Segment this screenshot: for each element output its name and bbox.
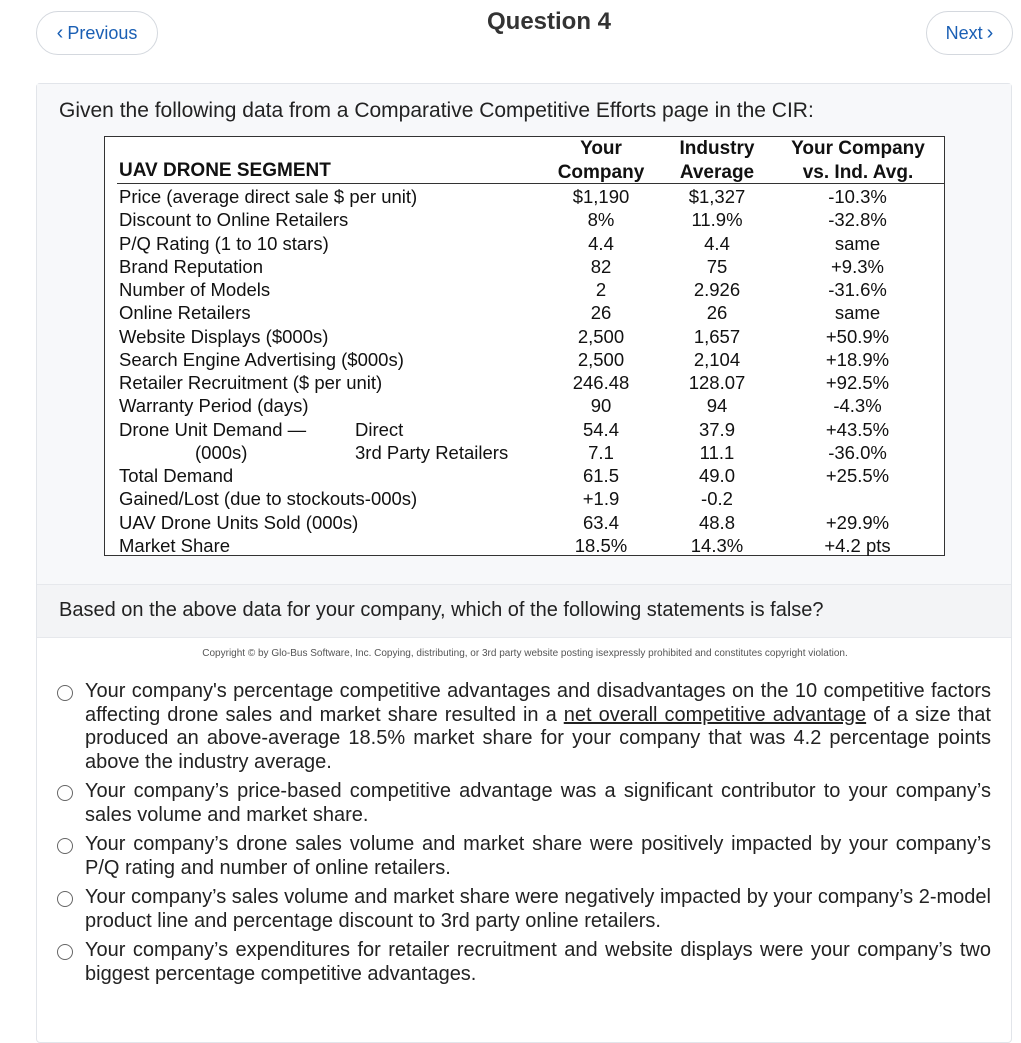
copyright-notice: Copyright © by Glo-Bus Software, Inc. Copying, distributing, or 3rd party website posting isexpressly prohibited and constitutes copyright violation. [202, 648, 848, 659]
table-row [105, 278, 944, 301]
row-label: Total Demand [119, 465, 234, 486]
row-label: Discount to Online Retailers [119, 209, 349, 231]
vs-industry-value: -32.8% [828, 209, 887, 231]
industry-average-value: 75 [706, 255, 728, 277]
table-row [105, 371, 944, 394]
industry-average-value: 11.9% [691, 209, 743, 231]
your-company-value: 61.5 [582, 465, 619, 486]
option-1-text: Your company's percentage competitive advantages and disadvantages on the 10 competitive factors affecting drone sales and market share resulted in a net overall competitive advantage of a size that produced an above-average 18.5% market share for your company that was 4.2 percentage points above the industry average. [85, 680, 991, 773]
industry-average-value: 128.07 [688, 372, 746, 393]
col-your-company-header: Your Company [557, 138, 645, 183]
vs-industry-value: same [834, 302, 881, 324]
industry-average-value: 37.9 [698, 418, 735, 440]
vs-industry-value: +18.9% [825, 348, 890, 370]
your-company-value: 4.4 [588, 232, 614, 254]
industry-average-value: -0.2 [701, 488, 733, 510]
table-row [105, 255, 944, 278]
next-button[interactable] [926, 11, 1013, 55]
vs-industry-value: +29.9% [825, 511, 890, 533]
header-divider [117, 183, 944, 184]
row-label: (000s) [195, 441, 248, 463]
vs-industry-value: +4.2 pts [824, 534, 891, 556]
col-vs-industry-header: Your Company vs. Ind. Avg. [791, 138, 925, 183]
your-company-value: 2,500 [577, 348, 625, 370]
row-label: Drone Unit Demand — [119, 418, 307, 440]
row-sublabel: Direct [355, 418, 404, 440]
industry-average-value: 26 [706, 302, 728, 324]
industry-average-value: 48.8 [698, 511, 735, 533]
answer-option-4[interactable] [57, 886, 997, 933]
radio-button[interactable] [57, 685, 73, 701]
your-company-value: +1.9 [582, 488, 620, 510]
industry-average-value: 4.4 [704, 232, 730, 254]
industry-average-value: 2.926 [693, 279, 741, 300]
table-row [105, 232, 944, 255]
option-2-text: Your company’s price-based competitive advantage was a significant contributor to your company’s sales volume and market share. [85, 780, 991, 826]
radio-button[interactable] [57, 891, 73, 907]
industry-average-value: $1,327 [688, 186, 746, 207]
vs-industry-value: +92.5% [825, 372, 890, 393]
industry-average-value: 1,657 [693, 325, 741, 347]
table-row [105, 208, 944, 231]
row-label: Retailer Recruitment ($ per unit) [119, 372, 383, 393]
industry-average-value: 49.0 [698, 465, 735, 486]
intro-text: Given the following data from a Comparative Competitive Efforts page in the CIR: [59, 99, 814, 122]
row-label: Brand Reputation [119, 255, 263, 277]
vs-industry-value: +50.9% [825, 325, 890, 347]
industry-average-value: 11.1 [699, 441, 735, 463]
vs-industry-value: -4.3% [833, 395, 882, 417]
question-band [37, 584, 1011, 638]
question-text: Based on the above data for your company, which of the following statements is false? [59, 599, 824, 621]
vs-industry-value: -10.3% [828, 186, 887, 207]
chevron-left-icon: ‹ [56, 22, 64, 44]
table-row [105, 185, 944, 208]
row-sublabel: 3rd Party Retailers [355, 441, 509, 463]
answer-option-2[interactable] [57, 780, 997, 827]
question-stem-panel [37, 84, 1011, 584]
your-company-value: 2 [595, 279, 607, 300]
answer-option-1[interactable] [57, 680, 997, 774]
row-label: Price (average direct sale $ per unit) [119, 186, 418, 207]
row-label: Number of Models [119, 279, 271, 300]
next-label: Next [945, 22, 983, 43]
your-company-value: 7.1 [588, 441, 614, 463]
vs-industry-value: -31.6% [828, 279, 887, 300]
row-label: Online Retailers [119, 302, 251, 324]
page-title: Question 4 [486, 8, 612, 35]
row-label: Gained/Lost (due to stockouts-000s) [119, 488, 418, 510]
col-industry-average-header: Industry Average [679, 138, 755, 183]
table-row [105, 348, 944, 371]
answer-option-5[interactable] [57, 939, 997, 986]
table-row [105, 511, 944, 534]
industry-average-value: 14.3% [690, 534, 744, 556]
your-company-value: 63.4 [582, 511, 619, 533]
vs-industry-value: same [834, 232, 881, 254]
your-company-value: 246.48 [572, 372, 630, 393]
vs-industry-value: -36.0% [828, 441, 887, 463]
table-row [105, 301, 944, 324]
answer-option-3[interactable] [57, 833, 997, 880]
vs-industry-value: +9.3% [831, 255, 884, 277]
row-label: Market Share [119, 534, 231, 556]
industry-average-value: 2,104 [693, 348, 741, 370]
your-company-value: 82 [590, 255, 612, 277]
cir-table [104, 136, 945, 556]
table-row [105, 394, 944, 417]
row-label: UAV Drone Units Sold (000s) [119, 511, 359, 533]
your-company-value: $1,190 [572, 186, 630, 207]
radio-button[interactable] [57, 944, 73, 960]
vs-industry-value: +25.5% [825, 465, 890, 486]
vs-industry-value: +43.5% [825, 418, 890, 440]
your-company-value: 2,500 [577, 325, 625, 347]
previous-label: Previous [67, 22, 138, 43]
your-company-value: 8% [587, 209, 615, 231]
table-row [105, 325, 944, 348]
your-company-value: 54.4 [582, 418, 619, 440]
table-row [105, 418, 944, 441]
question-card [36, 83, 1012, 1043]
row-label: P/Q Rating (1 to 10 stars) [119, 232, 329, 254]
radio-button[interactable] [57, 838, 73, 854]
chevron-right-icon: › [986, 22, 994, 44]
table-row [105, 534, 944, 557]
row-label: Warranty Period (days) [119, 395, 309, 417]
table-row [105, 487, 944, 510]
your-company-value: 18.5% [574, 534, 628, 556]
segment-header: UAV DRONE SEGMENT [119, 160, 331, 181]
row-label: Website Displays ($000s) [119, 325, 329, 347]
table-row [105, 441, 944, 464]
radio-button[interactable] [57, 785, 73, 801]
table-row [105, 464, 944, 487]
industry-average-value: 94 [706, 395, 728, 417]
option-4-text: Your company’s sales volume and market share were negatively impacted by your company’s 2-model product line and percentage discount to 3rd party online retailers. [85, 886, 991, 932]
option-5-text: Your company’s expenditures for retailer recruitment and website displays were your company’s two biggest percentage competitive advantages. [85, 939, 991, 985]
option-3-text: Your company’s drone sales volume and market share were positively impacted by your company’s P/Q rating and number of online retailers. [85, 833, 991, 879]
row-label: Search Engine Advertising ($000s) [119, 348, 404, 370]
your-company-value: 90 [590, 395, 612, 417]
your-company-value: 26 [590, 302, 612, 324]
